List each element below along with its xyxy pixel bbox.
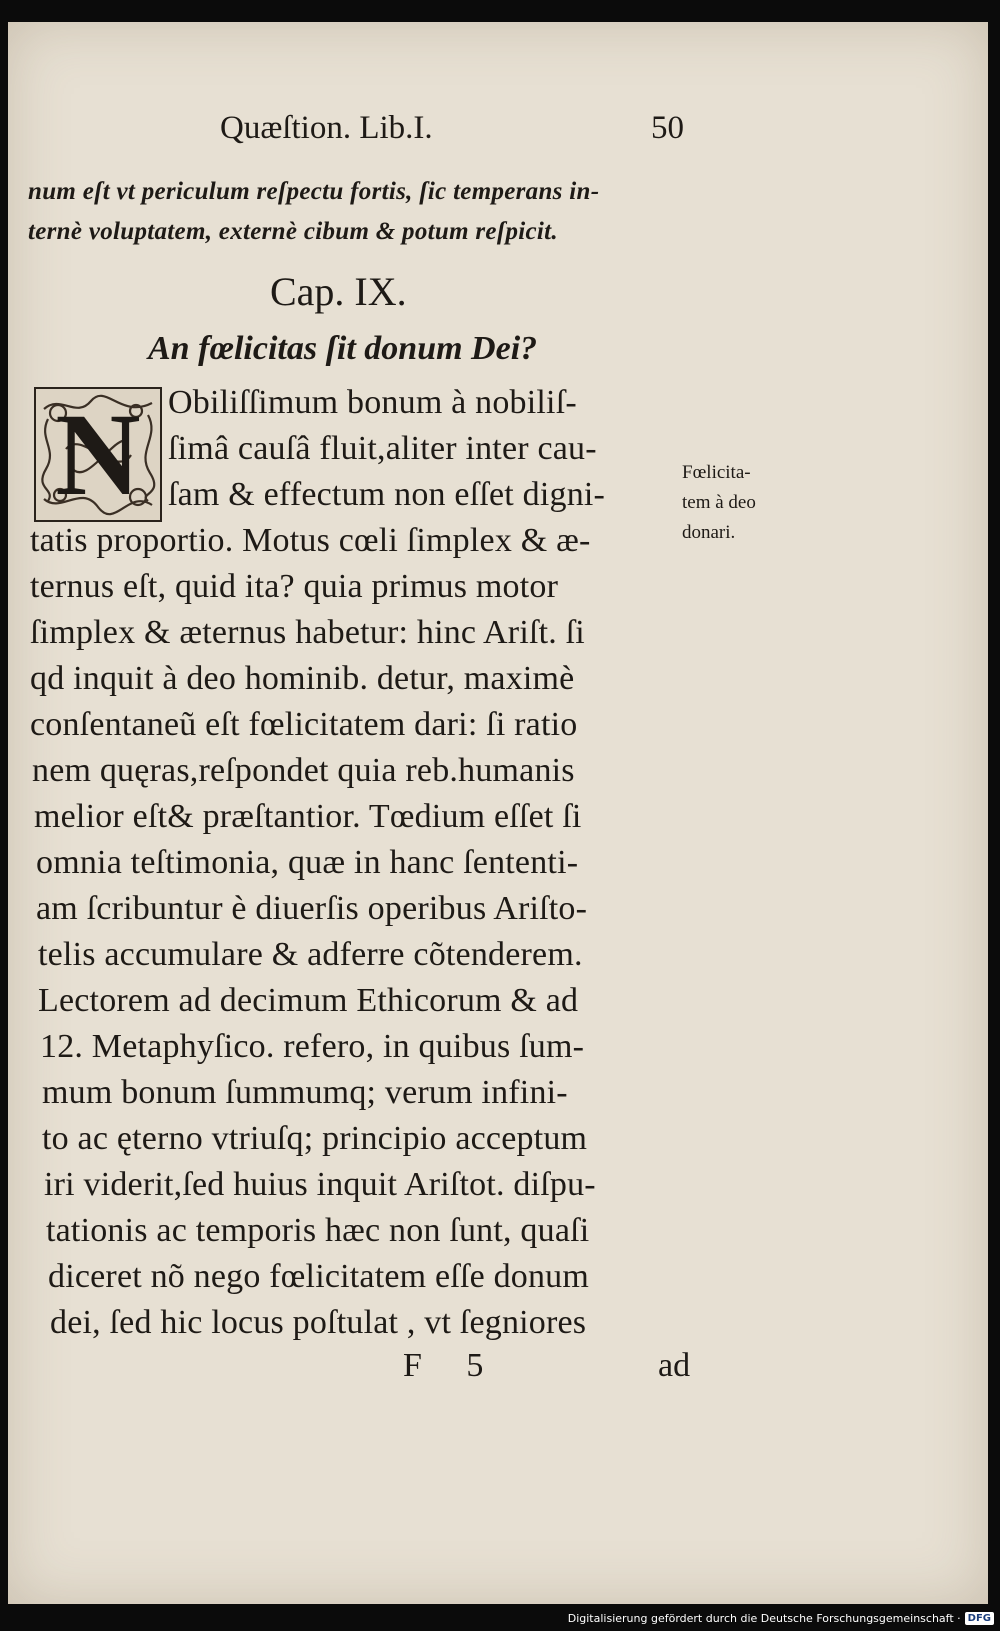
text-line: Lectorem ad decimum Ethicorum & ad <box>38 982 579 1019</box>
digitization-credit <box>568 1607 994 1629</box>
text-line: tatis proportio. Motus cœli ſimplex & æ- <box>30 522 591 559</box>
text-line: ſam & effectum non eſſet digni- <box>168 476 606 513</box>
signature-mark: F 5 <box>403 1347 502 1384</box>
text-line: ſimâ cauſâ fluit,aliter inter cau- <box>168 430 597 467</box>
text-line: Obiliſſimum bonum à nobiliſ- <box>168 384 577 421</box>
chapter-heading: Cap. IX. <box>270 269 407 314</box>
running-title: Quæſtion. Lib.I. <box>220 110 433 146</box>
margin-note <box>682 458 802 548</box>
margin-note-line: Fœlicita- <box>682 462 751 483</box>
text-line: conſentaneũ eſt fœlicitatem dari: ſi ratio <box>30 706 578 743</box>
text-line: am ſcribuntur è diuerſis operibus Ariſto- <box>36 890 588 927</box>
text-line: iri viderit,ſed huius inquit Ariſtot. diſpu- <box>44 1166 596 1203</box>
book-page <box>8 22 988 1604</box>
text-line: dei, ſed hic locus poſtulat , vt ſegniores <box>50 1304 587 1341</box>
chapter-question: An fœlicitas ſit donum Dei? <box>148 330 538 367</box>
catchword: ad <box>658 1347 691 1384</box>
decorated-initial <box>34 387 162 522</box>
text-line: to ac ęterno vtriuſq; principio acceptum <box>42 1120 588 1157</box>
text-line: telis accumulare & adferre cõtenderem. <box>38 936 583 973</box>
text-line: ſimplex & æternus habetur: hinc Ariſt. ſi <box>30 614 585 651</box>
carryover-line: ternè voluptatem, externè cibum & potum reſpicit. <box>28 218 558 245</box>
text-line: tationis ac temporis hæc non ſunt, quaſi <box>46 1212 590 1249</box>
carryover-line: num eſt vt periculum reſpectu fortis, ſic temperans in- <box>28 178 600 205</box>
text-line: omnia teſtimonia, quæ in hanc ſententi- <box>36 844 579 881</box>
page-number: 50 <box>651 110 684 146</box>
text-line: qd inquit à deo hominib. detur, maximè <box>30 660 575 697</box>
margin-note-line: donari. <box>682 522 736 543</box>
carryover-text <box>28 172 688 252</box>
text-line: ternus eſt, quid ita? quia primus motor <box>30 568 559 605</box>
credit-text: Digitalisierung gefördert durch die Deutsche Forschungsgemeinschaft · <box>567 1611 961 1625</box>
text-line: melior eſt& præſtantior. Tœdium eſſet ſi <box>34 798 582 835</box>
initial-letter: N <box>55 388 141 520</box>
text-line: diceret nõ nego fœlicitatem eſſe donum <box>48 1258 590 1295</box>
text-line: nem quęras,reſpondet quia reb.humanis <box>32 752 575 789</box>
margin-note-line: tem à deo <box>682 492 756 513</box>
text-line: 12. Metaphyſico. refero, in quibus ſum- <box>40 1028 585 1065</box>
text-line: mum bonum ſummumq; verum infini- <box>42 1074 568 1111</box>
dfg-logo-icon: DFG <box>965 1612 994 1625</box>
